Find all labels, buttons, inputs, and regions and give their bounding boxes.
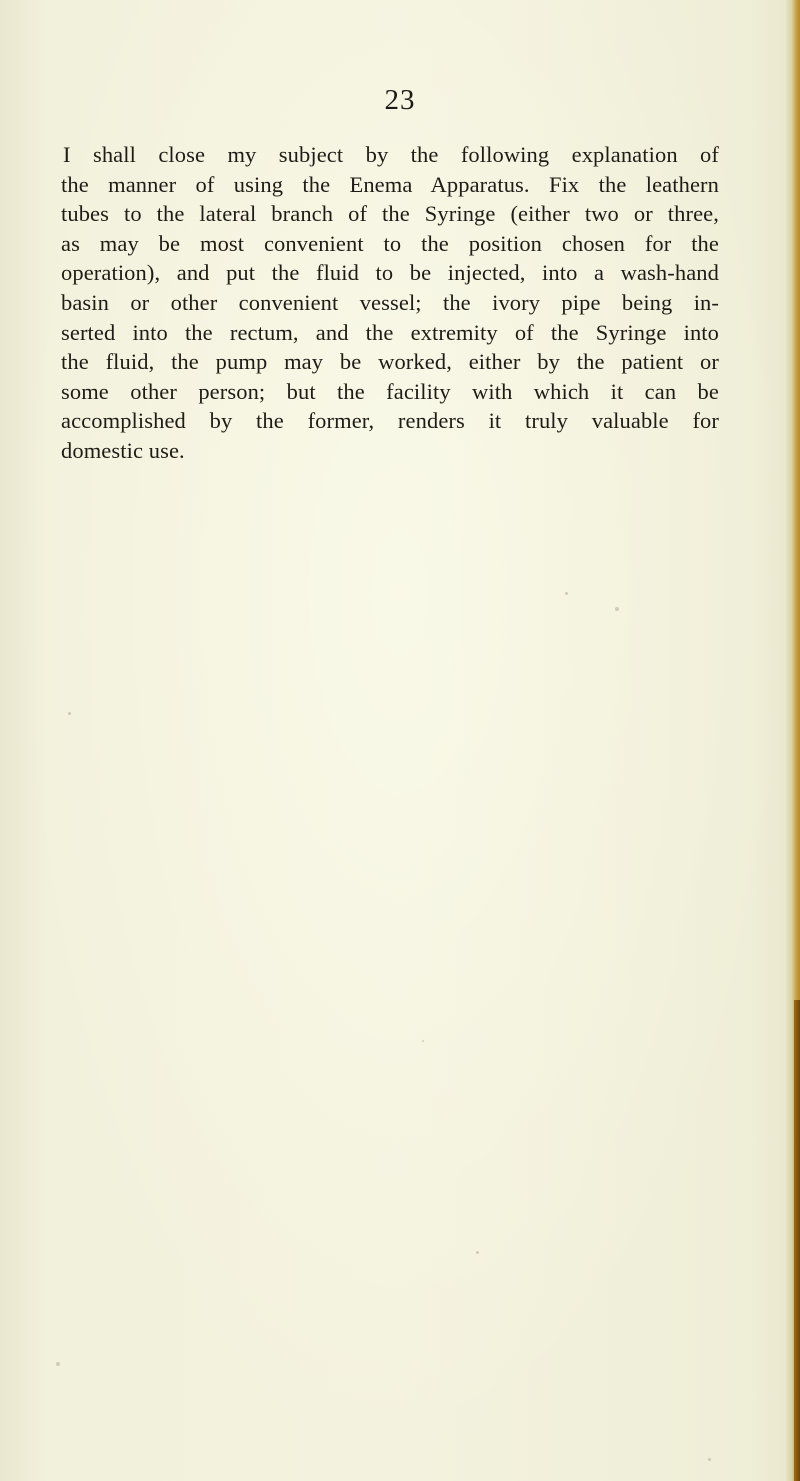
paragraph-line: serted into the rectum, and the extremity of the Syringe into <box>61 319 719 345</box>
paper-speck <box>615 607 619 611</box>
paper-speck <box>565 592 568 595</box>
paragraph-line: operation), and put the fluid to be injected, into a wash-hand <box>61 260 719 286</box>
paragraph-line: as may be most convenient to the position chosen for the <box>61 230 719 256</box>
page-number: 23 <box>384 84 416 116</box>
paragraph-line: basin or other convenient vessel; the ivory pipe being in- <box>61 289 719 315</box>
paper-speck <box>56 1362 60 1366</box>
paragraph-line: some other person; but the facility with which it can be <box>61 378 719 404</box>
binding-edge <box>786 0 800 1481</box>
paragraph-line: the fluid, the pump may be worked, either by the patient or <box>61 349 719 375</box>
paper-speck <box>476 1251 479 1254</box>
paragraph-line: domestic use. <box>61 437 185 463</box>
paper-speck <box>708 1458 711 1461</box>
paragraph-line: the manner of using the Enema Apparatus. Fix the leathern <box>61 171 719 197</box>
paragraph-line: I shall close my subject by the following explanation of <box>63 142 719 167</box>
paragraph-line: tubes to the lateral branch of the Syringe (either two or three, <box>61 201 719 227</box>
body-paragraph <box>61 140 719 466</box>
paper-speck <box>68 712 71 715</box>
paper-speck <box>422 1040 424 1042</box>
paragraph-line: accomplished by the former, renders it truly valuable for <box>61 408 719 434</box>
